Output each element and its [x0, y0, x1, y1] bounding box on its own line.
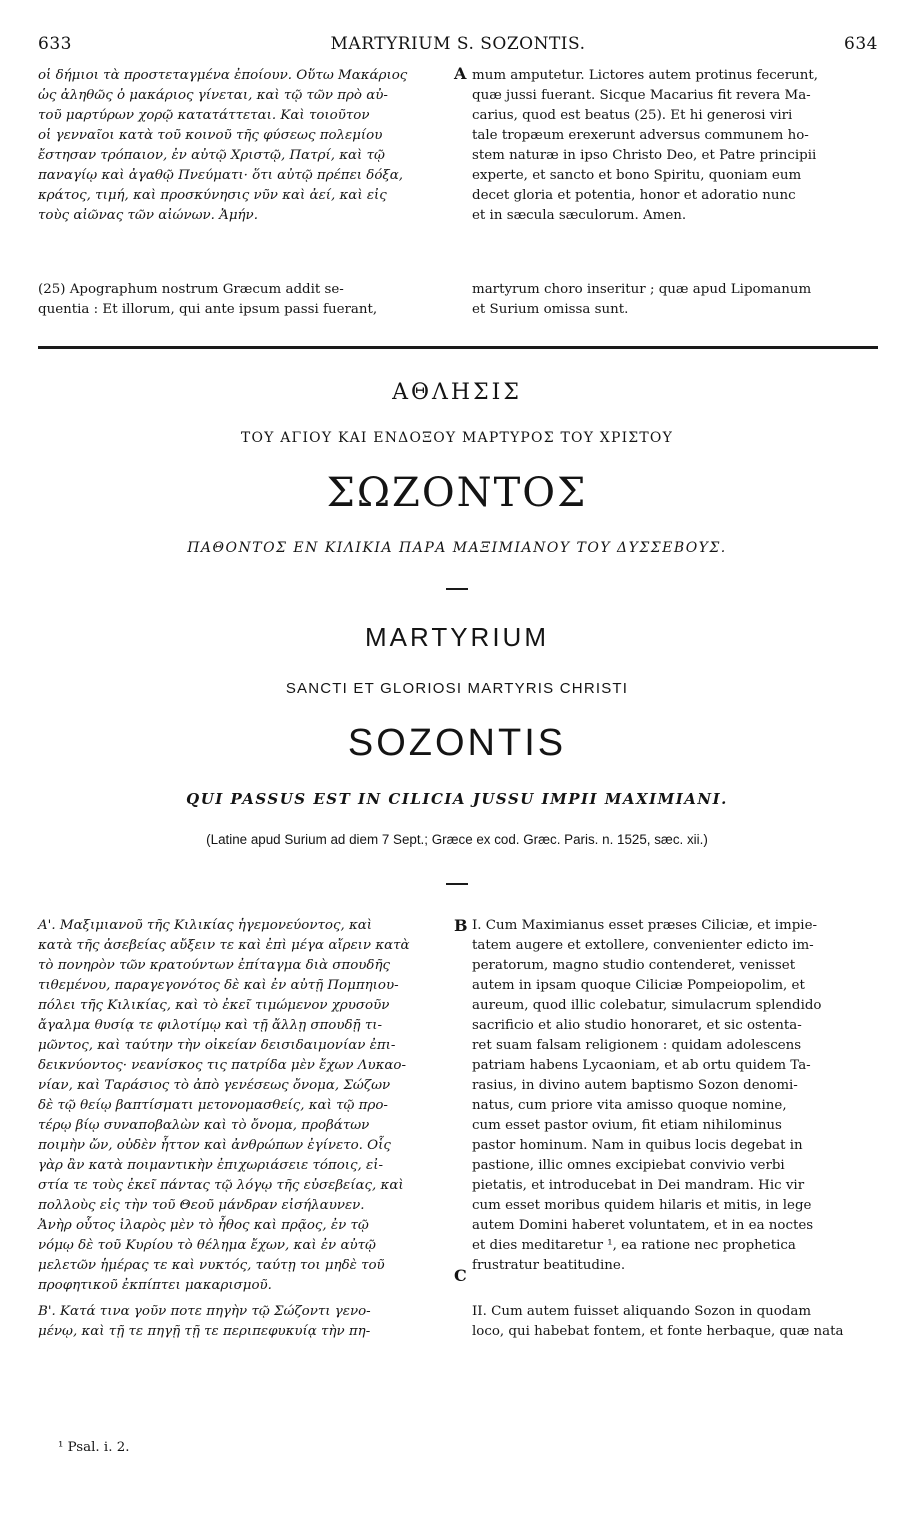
greek-title: ΑΘΛΗΣΙΣ — [392, 380, 522, 405]
text-line: κατὰ τῆς ἀσεβείας αὔξειν τε καὶ ἐπὶ μέγα αἴρειν κατὰ — [38, 938, 410, 953]
greek-subtitle: ΤΟΥ ΑΓΙΟΥ ΚΑΙ ΕΝΔΟΞΟΥ ΜΑΡΤΥΡΟΣ ΤΟΥ ΧΡΙΣΤΟΥ — [240, 430, 674, 446]
note-25-left — [38, 280, 450, 320]
text-line: μελετῶν ἡμέρας τε καὶ νυκτός, ταύτῃ τοι μηδὲ τοῦ — [38, 1258, 385, 1273]
text-line: ἄγαλμα θυσίᾳ τε φιλοτίμῳ καὶ τῇ ἄλλῃ σπουδῇ τι- — [38, 1018, 383, 1033]
text-line: Ἀνὴρ οὗτος ἱλαρὸς μὲν τὸ ἦθος καὶ πρᾷος, ἐν τῷ — [38, 1218, 369, 1233]
text-line: et Surium omissa sunt. — [472, 302, 629, 317]
text-line: μῶντος, καὶ ταύτην τὴν οἰκείαν δεισιδαιμονίαν ἐπι- — [38, 1038, 396, 1053]
text-line: tale tropæum erexerunt adversus communem ho- — [472, 128, 809, 143]
text-line: δὲ τῷ θείῳ βαπτίσματι μετονομασθείς, καὶ τῷ προ- — [38, 1098, 388, 1113]
text-line: cum esset moribus quidem hilaris et mitis, in lege — [472, 1198, 812, 1213]
text-line: νόμῳ δὲ τοῦ Κυρίου τὸ θέλημα ἔχων, καὶ ἐν αὐτῷ — [38, 1238, 376, 1253]
text-line: martyrum choro inseritur ; quæ apud Lipomanum — [472, 282, 812, 297]
text-line: δεικνύοντος· νεανίσκος τις πατρίδα μὲν ἔχων Λυκαο- — [38, 1058, 407, 1073]
text-line: stem naturæ in ipso Christo Deo, et Patre principii — [472, 148, 817, 163]
greek-name: ΣΩΖΟΝΤΟΣ — [326, 470, 588, 516]
text-line: pietatis, et introducebat in Dei mandram. Hic vir — [472, 1178, 805, 1193]
margin-marker-a: A — [454, 64, 467, 83]
greek-italic-line: ΠΑΘΟΝΤΟΣ ΕΝ ΚΙΛΙΚΙΑ ΠΑΡΑ ΜΑΞΙΜΙΑΝΟΥ ΤΟΥ ΔΥΣΣΕΒΟΥΣ. — [187, 540, 727, 556]
text-line: Β'. Κατά τινα γοῦν ποτε πηγὴν τῷ Σώζοντι γενο- — [38, 1304, 371, 1319]
text-line: peratorum, magno studio contenderet, venisset — [472, 958, 796, 973]
text-line: οἱ δήμιοι τὰ προστεταγμένα ἐποίουν. Οὕτω Μακάριος — [38, 68, 408, 83]
text-line: patriam habens Lycaoniam, et ab ortu quidem Ta- — [472, 1058, 811, 1073]
text-line: κράτος, τιμή, καὶ προσκύνησις νῦν καὶ ἀεί, καὶ εἰς — [38, 188, 387, 203]
text-line: autem in ipsam quoque Ciliciæ Pompeiopolim, et — [472, 978, 805, 993]
text-line: et dies meditaretur ¹, ea ratione nec prophetica — [472, 1238, 796, 1253]
text-line: et in sæcula sæculorum. Amen. — [472, 208, 687, 223]
text-line: Α'. Μαξιμιανοῦ τῆς Κιλικίας ἡγεμονεύοντος, καὶ — [38, 918, 373, 933]
body-latin-column — [472, 916, 878, 1342]
text-line: παναγίῳ καὶ ἀγαθῷ Πνεύματι· ὅτι αὐτῷ πρέπει δόξα, — [38, 168, 404, 183]
page-number-right: 634 — [844, 34, 878, 54]
short-dash — [446, 883, 468, 885]
footnote: ¹ Psal. i. 2. — [58, 1440, 130, 1455]
text-line — [472, 1276, 878, 1296]
text-line: τοῦ μαρτύρων χορῷ κατατάττεται. Καὶ τοιοῦτον — [38, 108, 370, 123]
section-divider — [38, 346, 878, 349]
text-line: pastor hominum. Nam in quibus locis degebat in — [472, 1138, 803, 1153]
text-line: loco, qui habebat fontem, et fonte herbaque, quæ nata — [472, 1324, 844, 1339]
latin-italic-line: QUI PASSUS EST IN CILICIA JUSSU IMPII MAXIMIANI. — [186, 790, 728, 808]
text-line: (25) Apographum nostrum Græcum addit se- — [38, 282, 344, 297]
latin-name: SOZONTIS — [347, 722, 567, 764]
body-greek-column — [38, 916, 450, 1342]
text-line: natus, cum priore vita amisso quoque nomine, — [472, 1098, 787, 1113]
text-line: rasius, in divino autem baptismo Sozon denomi- — [472, 1078, 798, 1093]
text-line: γὰρ ἂν κατὰ ποιμαντικὴν ἐπιχωριάσειε τόποις, εἰ- — [38, 1158, 384, 1173]
text-line: ret suam falsam religionem : quidam adolescens — [472, 1038, 802, 1053]
text-line: οἱ γενναῖοι κατὰ τοῦ κοινοῦ τῆς φύσεως πολεμίου — [38, 128, 383, 143]
text-line: sacrificio et alio studio honoraret, et sic ostenta- — [472, 1018, 802, 1033]
text-line: frustratur beatitudine. — [472, 1258, 626, 1273]
short-dash — [446, 588, 468, 590]
text-line: I. Cum Maximianus esset præses Ciliciæ, et impie- — [472, 918, 818, 933]
page-header — [38, 34, 878, 56]
text-line: πολλοὺς εἰς τὴν τοῦ Θεοῦ μάνδραν εἰσήλαυνεν. — [38, 1198, 365, 1213]
text-line: autem Domini haberet voluntatem, et in ea noctes — [472, 1218, 814, 1233]
text-line: carius, quod est beatus (25). Et hi generosi viri — [472, 108, 793, 123]
top-greek-column — [38, 66, 450, 226]
latin-title: MARTYRIUM — [365, 622, 549, 652]
text-line: aureum, quod illic colebatur, simulacrum splendido — [472, 998, 822, 1013]
text-line: tatem augere et extollere, convenienter edicto im- — [472, 938, 814, 953]
latin-subtitle: SANCTI ET GLORIOSI MARTYRIS CHRISTI — [285, 680, 629, 697]
source-note: (Latine apud Surium ad diem 7 Sept.; Græce ex cod. Græc. Paris. n. 1525, sæc. xii.) — [206, 832, 708, 847]
text-line: quæ jussi fuerant. Sicque Macarius fit revera Ma- — [472, 88, 811, 103]
text-line: ποιμὴν ὤν, οὐδὲν ἧττον καὶ ἀνθρώπων ἐγίνετο. Οἷς — [38, 1138, 391, 1153]
text-line: ὡς ἀληθῶς ὁ μακάριος γίνεται, καὶ τῷ τῶν πρὸ αὐ- — [38, 88, 388, 103]
top-latin-column — [472, 66, 878, 226]
text-line: cum esset pastor ovium, fit etiam nihilominus — [472, 1118, 782, 1133]
margin-marker-c: C — [454, 1266, 467, 1285]
text-line: μένῳ, καὶ τῇ τε πηγῇ τῇ τε περιπεφυκυίᾳ τὴν πη- — [38, 1324, 371, 1339]
text-line: quentia : Et illorum, qui ante ipsum passi fuerant, — [38, 302, 378, 317]
page-number-left: 633 — [38, 34, 72, 54]
text-line: προφητικοῦ ἐκπίπτει μακαρισμοῦ. — [38, 1278, 272, 1293]
text-line: τιθεμένου, παραγεγονότος δὲ καὶ ἐν αὐτῇ Πομπηιου- — [38, 978, 399, 993]
text-line: decet gloria et potentia, honor et adoratio nunc — [472, 188, 796, 203]
text-line: νίαν, καὶ Ταράσιος τὸ ἀπὸ γενέσεως ὄνομα, Σώζων — [38, 1078, 391, 1093]
text-line: mum amputetur. Lictores autem protinus fecerunt, — [472, 68, 819, 83]
text-line: τέρῳ βίῳ συναποβαλὼν καὶ τὸ ὄνομα, προβάτων — [38, 1118, 370, 1133]
note-25-right — [472, 280, 878, 320]
text-line: ἔστησαν τρόπαιον, ἐν αὐτῷ Χριστῷ, Πατρί, καὶ τῷ — [38, 148, 385, 163]
text-line: στία τε τοὺς ἐκεῖ πάντας τῷ λόγῳ τῆς εὐσεβείας, καὶ — [38, 1178, 404, 1193]
margin-marker-b: B — [454, 916, 468, 935]
text-line: τοὺς αἰῶνας τῶν αἰώνων. Ἀμήν. — [38, 208, 258, 223]
text-line: pastione, illic omnes excipiebat convivio verbi — [472, 1158, 785, 1173]
text-line: experte, et sancto et bono Spiritu, quoniam eum — [472, 168, 802, 183]
text-line: II. Cum autem fuisset aliquando Sozon in quodam — [472, 1304, 812, 1319]
text-line: πόλει τῆς Κιλικίας, καὶ τὸ ἐκεῖ τιμώμενον χρυσοῦν — [38, 998, 390, 1013]
running-title: MARTYRIUM S. SOZONTIS. — [330, 34, 586, 54]
text-line: τὸ πονηρὸν τῶν κρατούντων ἐπίταγμα διὰ σπουδῆς — [38, 958, 391, 973]
